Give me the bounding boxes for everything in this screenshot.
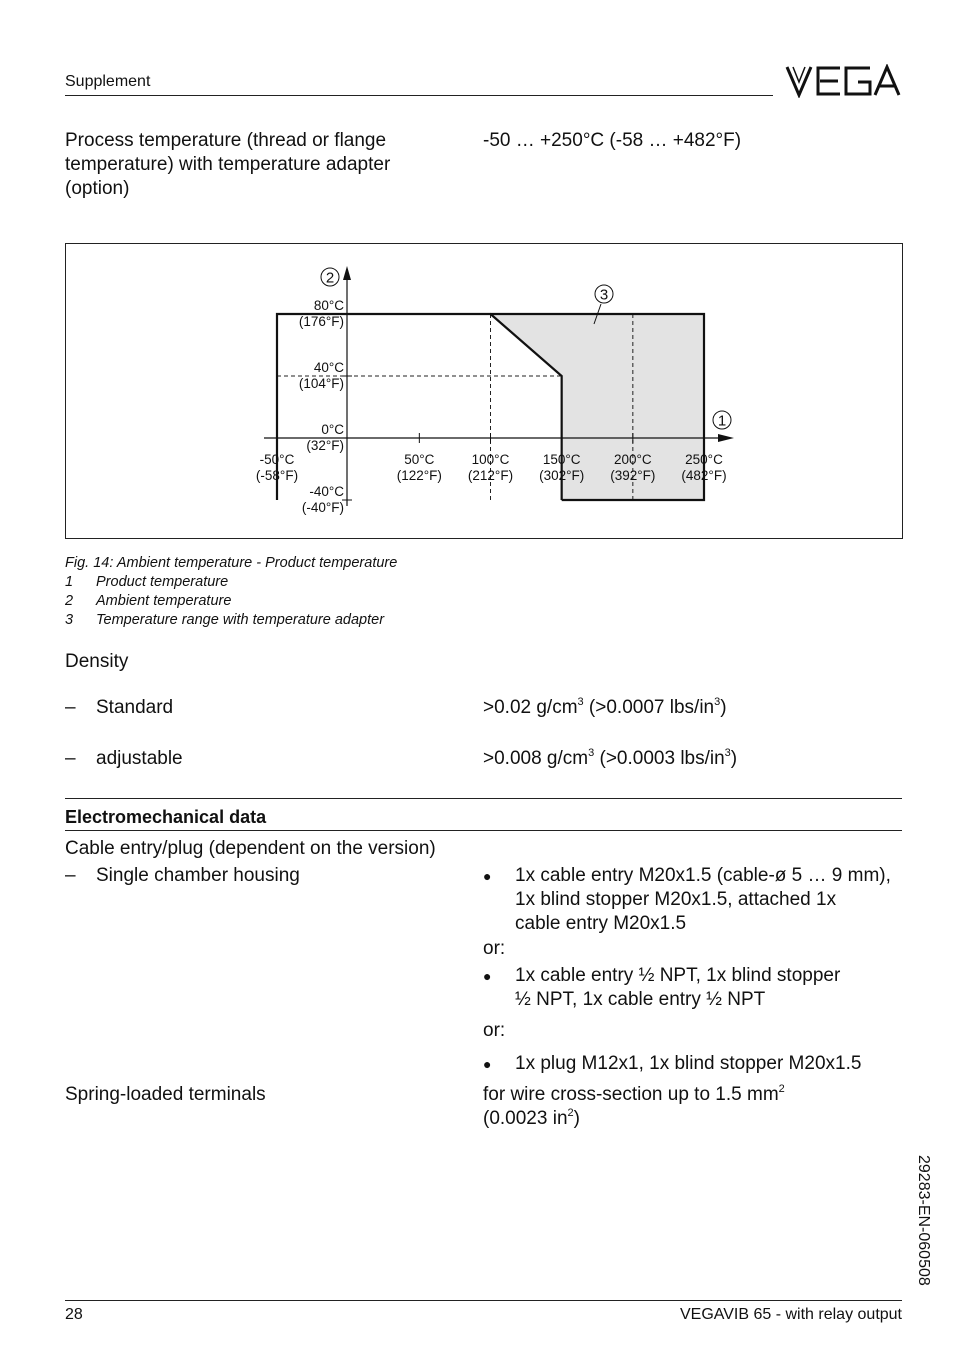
single-chamber-label: Single chamber housing — [96, 865, 300, 886]
or-text-1: or: — [483, 938, 506, 959]
section-rule-top — [65, 798, 902, 799]
vega-logo — [784, 64, 902, 98]
legend-text-1: Product temperature — [96, 574, 229, 590]
spring-terminals-label: Spring-loaded terminals — [65, 1084, 266, 1105]
x-tick-label-c-1: 50°C — [404, 452, 435, 467]
callout-label-1: 1 — [717, 412, 727, 430]
legend-num-2: 2 — [65, 593, 74, 609]
legend-num-1: 1 — [65, 574, 74, 590]
side-code: 29283-EN-060508 — [915, 1155, 932, 1286]
page-number: 28 — [65, 1306, 83, 1323]
callout-label-3: 3 — [599, 286, 609, 304]
density-standard-label: Standard — [96, 697, 174, 718]
x-tick-label-c-4: 200°C — [613, 452, 652, 467]
process-temp-value: -50 … +250°C (-58 … +482°F) — [483, 130, 742, 151]
legend-text-2: Ambient temperature — [96, 593, 232, 609]
single-chamber-dash: – — [65, 865, 76, 886]
x-tick-label-f-3: (302°F) — [539, 468, 585, 483]
figure-caption: Fig. 14: Ambient temperature - Product temperature — [65, 555, 398, 571]
footer-product: VEGAVIB 65 - with relay output — [679, 1306, 902, 1323]
or-text-2: or: — [483, 1020, 506, 1041]
side-code-box — [909, 1155, 939, 1305]
density-dash-1: – — [65, 697, 76, 718]
y-tick-label-c-3: -40°C — [309, 484, 344, 499]
density-standard-value: >0.02 $g/cm^3$ (>0.0007 lbs/$in^3$) — [483, 695, 727, 718]
process-temp-label: Process temperature (thread or flange temperature) with temperature adapter (option) — [65, 130, 391, 199]
bullet-dot-3: ● — [483, 1056, 492, 1072]
y-tick-label-f-3: (-40°F) — [301, 500, 344, 515]
legend-text-3: Temperature range with temperature adapter — [96, 612, 385, 628]
x-tick-label-f-0: (-58°F) — [255, 468, 299, 483]
density-title: Density — [65, 651, 129, 672]
cable-entry-label: Cable entry/plug (dependent on the version) — [65, 838, 436, 859]
density-dash-2: – — [65, 748, 76, 769]
x-tick-label-f-4: (392°F) — [610, 468, 656, 483]
spring-terminals-value: for wire cross-section up to 1.5 $mm^2$ (0.0023 $in^2$) — [483, 1082, 785, 1129]
x-tick-label-f-5: (482°F) — [681, 468, 727, 483]
y-tick-label-f-2: (32°F) — [306, 438, 344, 453]
bullet-text-3: 1x plug M12x1, 1x blind stopper M20x1.5 — [515, 1053, 862, 1074]
x-tick-label-c-3: 150°C — [542, 452, 581, 467]
footer-rule — [65, 1300, 902, 1301]
x-tick-label-c-5: 250°C — [685, 452, 723, 467]
header-rule — [65, 95, 773, 96]
y-tick-label-f-1: (104°F) — [298, 376, 344, 391]
density-adjustable-value: >0.008 $g/cm^3$ (>0.0003 lbs/$in^3$) — [483, 746, 738, 769]
callout-label-2: 2 — [325, 269, 335, 287]
y-tick-label-c-2: 0°C — [321, 422, 344, 437]
y-tick-label-f-0: (176°F) — [298, 314, 344, 329]
x-axis-arrow — [718, 434, 734, 442]
bullet-dot-2: ● — [483, 968, 492, 984]
y-axis-arrow — [343, 266, 351, 280]
bullet-dot-1: ● — [483, 868, 492, 884]
section-rule-bottom — [65, 830, 902, 831]
x-tick-label-c-2: 100°C — [471, 452, 510, 467]
bullet-text-2: 1x cable entry ½ NPT, 1x blind stopper ½ NPT, 1x cable entry ½ NPT — [515, 965, 841, 1010]
header-section: Supplement — [65, 73, 151, 90]
y-tick-label-c-0: 80°C — [313, 298, 344, 313]
legend-num-3: 3 — [65, 612, 74, 628]
x-tick-label-f-2: (212°F) — [467, 468, 514, 483]
chart-frame — [65, 243, 903, 539]
x-tick-label-c-0: -50°C — [259, 452, 295, 467]
electromech-heading: Electromechanical data — [65, 807, 267, 827]
x-tick-label-f-1: (122°F) — [396, 468, 442, 483]
y-tick-label-c-1: 40°C — [313, 360, 344, 375]
temperature-chart — [66, 244, 902, 538]
bullet-text-1: 1x cable entry M20x1.5 (cable-ø 5 … 9 mm), 1x blind stopper M20x1.5, attached 1x cable entry M20x1.5 — [515, 865, 891, 934]
density-adjustable-label: adjustable — [96, 748, 183, 769]
